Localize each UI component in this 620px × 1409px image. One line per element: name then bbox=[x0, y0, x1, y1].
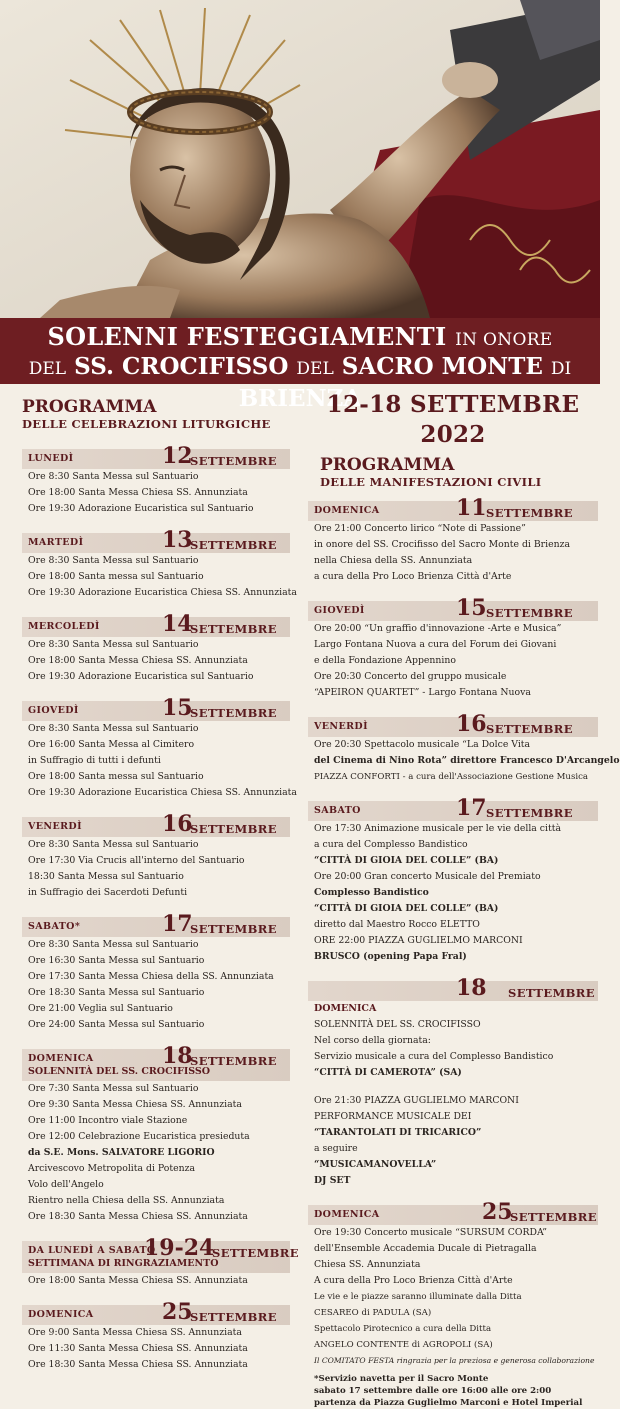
event-line: Largo Fontana Nuova a cura del Forum dei Giovani bbox=[314, 639, 557, 650]
right-program-subtitle: DELLE MANIFESTAZIONI CIVILI bbox=[320, 475, 542, 489]
day-header bbox=[22, 527, 290, 553]
day-subtitle: SOLENNITÀ DEL SS. CROCIFISSO bbox=[28, 1066, 211, 1077]
day-month: SETTEMBRE bbox=[486, 606, 573, 620]
left-program-title: PROGRAMMA bbox=[22, 397, 157, 417]
day-name: DOMENICA bbox=[314, 505, 380, 516]
event-line: Ore 20:30 Concerto del gruppo musicale bbox=[314, 671, 507, 682]
event-line: PIAZZA CONFORTI - a cura dell'Associazione Gestione Musica bbox=[314, 772, 589, 782]
day-number: 16 bbox=[162, 811, 193, 837]
event-line: in Suffragio dei Sacerdoti Defunti bbox=[28, 887, 188, 898]
day-header bbox=[22, 611, 290, 637]
event-line: Ore 8:30 Santa Messa sul Santuario bbox=[28, 555, 199, 566]
event-line: Ore 17:30 Via Crucis all'interno del Santuario bbox=[28, 855, 245, 866]
banner-crocifisso: SS. CROCIFISSO bbox=[74, 353, 289, 380]
event-line: *Servizio navetta per il Sacro Monte bbox=[314, 1374, 489, 1384]
event-line: Ore 19:30 Concerto musicale “SURSUM CORDA” bbox=[314, 1227, 548, 1238]
event-line: Ore 19:30 Adorazione Eucaristica sul Santuario bbox=[28, 503, 254, 514]
event-line: BRUSCO (opening Papa Fral) bbox=[314, 951, 467, 962]
event-line: Ore 12:00 Celebrazione Eucaristica presieduta bbox=[28, 1131, 250, 1142]
day-header bbox=[308, 795, 598, 821]
day-header bbox=[22, 911, 290, 937]
event-line: Ore 17:30 Santa Messa Chiesa della SS. Annunziata bbox=[28, 971, 274, 982]
day-name: DOMENICA bbox=[28, 1053, 94, 1064]
event-line: Ore 17:30 Animazione musicale per le vie della città bbox=[314, 823, 562, 834]
event-line: Ore 8:30 Santa Messa sul Santuario bbox=[28, 639, 199, 650]
event-line: Ore 18:30 Santa Messa Chiesa SS. Annunziata bbox=[28, 1359, 248, 1370]
day-month: SETTEMBRE bbox=[510, 1210, 597, 1224]
day-name: DA LUNEDÌ A SABATO bbox=[28, 1245, 156, 1256]
day-month: SETTEMBRE bbox=[190, 922, 277, 936]
left-day-14 bbox=[22, 611, 290, 685]
banner-del-1: DEL bbox=[28, 359, 67, 379]
event-line: 18:30 Santa Messa sul Santuario bbox=[28, 871, 184, 882]
event-line: Ore 11:30 Santa Messa Chiesa SS. Annunziata bbox=[28, 1343, 248, 1354]
event-line: Spettacolo Pirotecnico a cura della Ditta bbox=[314, 1324, 492, 1334]
day-name: LUNEDÌ bbox=[28, 453, 74, 464]
event-line: Ore 19:30 Adorazione Eucaristica Chiesa SS. Annunziata bbox=[28, 787, 297, 798]
left-day-13 bbox=[22, 527, 297, 601]
day-number: 19-24 bbox=[144, 1235, 215, 1261]
day-number: 15 bbox=[162, 695, 193, 721]
left-day-18 bbox=[22, 1043, 290, 1225]
left-day-25 bbox=[22, 1299, 290, 1373]
day-number: 18 bbox=[456, 975, 487, 1001]
event-line: da S.E. Mons. SALVATORE LIGORIO bbox=[28, 1147, 215, 1158]
right-day-16 bbox=[308, 711, 620, 785]
day-name: VENERDÌ bbox=[28, 821, 82, 832]
event-line: PERFORMANCE MUSICALE DEI bbox=[314, 1111, 472, 1122]
event-line bbox=[308, 1081, 598, 1093]
event-line: Ore 20:30 Spettacolo musicale “La Dolce Vita bbox=[314, 739, 531, 750]
event-line: diretto dal Maestro Rocco ELETTO bbox=[314, 919, 480, 930]
day-number: 12 bbox=[162, 443, 193, 469]
event-line: Ore 16:30 Santa Messa sul Santuario bbox=[28, 955, 205, 966]
left-day-15 bbox=[22, 695, 297, 801]
day-month: SETTEMBRE bbox=[486, 506, 573, 520]
left-day-12 bbox=[22, 443, 290, 517]
day-month: SETTEMBRE bbox=[190, 706, 277, 720]
event-line: Ore 18:30 Santa Messa sul Santuario bbox=[28, 987, 205, 998]
event-line: Volo dell'Angelo bbox=[28, 1179, 104, 1190]
event-line: Ore 7:30 Santa Messa sul Santuario bbox=[28, 1083, 199, 1094]
day-month: SETTEMBRE bbox=[486, 806, 573, 820]
event-line: Ore 19:30 Adorazione Eucaristica sul Santuario bbox=[28, 671, 254, 682]
right-day-18 bbox=[308, 975, 598, 1189]
day-header bbox=[22, 695, 290, 721]
right-day-11 bbox=[308, 495, 598, 585]
day-name: SABATO bbox=[314, 805, 361, 816]
banner-brienza: BRIENZA bbox=[238, 385, 362, 412]
day-number: 16 bbox=[456, 711, 487, 737]
event-line: SOLENNITÀ DEL SS. CROCIFISSO bbox=[314, 1019, 481, 1030]
event-line: Ore 21:00 Veglia sul Santuario bbox=[28, 1003, 173, 1014]
day-name: SABATO* bbox=[28, 921, 81, 932]
day-month: SETTEMBRE bbox=[190, 1054, 277, 1068]
day-name: DOMENICA bbox=[314, 1209, 380, 1220]
event-line: Ore 8:30 Santa Messa sul Santuario bbox=[28, 839, 199, 850]
day-month: SETTEMBRE bbox=[190, 822, 277, 836]
day-name: DOMENICA bbox=[28, 1309, 94, 1320]
event-line: Ore 19:30 Adorazione Eucaristica Chiesa SS. Annunziata bbox=[28, 587, 297, 598]
event-line: A cura della Pro Loco Brienza Città d'Arte bbox=[314, 1275, 513, 1286]
event-line: “CITTÀ DI GIOIA DEL COLLE” (BA) bbox=[314, 903, 499, 914]
event-line: a seguire bbox=[314, 1143, 358, 1154]
event-line: ANGELO CONTENTE di AGROPOLI (SA) bbox=[314, 1340, 493, 1350]
day-number: 17 bbox=[456, 795, 487, 821]
event-line: “MUSICAMANOVELLA” bbox=[314, 1159, 437, 1170]
day-number: 11 bbox=[456, 495, 487, 521]
day-name: MARTEDÌ bbox=[28, 537, 84, 548]
event-line: dell'Ensemble Accademia Ducale di Pietragalla bbox=[314, 1243, 537, 1254]
event-line: Ore 18:30 Santa Messa Chiesa SS. Annunziata bbox=[28, 1211, 248, 1222]
event-line: “APEIRON QUARTET” - Largo Fontana Nuova bbox=[314, 687, 531, 698]
event-line: Servizio musicale a cura del Complesso Bandistico bbox=[314, 1051, 554, 1062]
day-name: VENERDÌ bbox=[314, 721, 368, 732]
event-line: Complesso Bandistico bbox=[314, 887, 429, 898]
day-month: SETTEMBRE bbox=[486, 722, 573, 736]
event-line: Chiesa SS. Annunziata bbox=[314, 1259, 421, 1270]
day-name: GIOVEDÌ bbox=[314, 605, 365, 616]
event-line: Ore 18:00 Santa messa sul Santuario bbox=[28, 571, 204, 582]
day-name: DOMENICA bbox=[314, 1003, 377, 1014]
day-name: GIOVEDÌ bbox=[28, 705, 79, 716]
left-program-subtitle: DELLE CELEBRAZIONI LITURGICHE bbox=[22, 417, 271, 431]
event-line: Ore 8:30 Santa Messa sul Santuario bbox=[28, 939, 199, 950]
day-header bbox=[308, 495, 598, 521]
banner-sacro-monte: SACRO MONTE bbox=[341, 353, 543, 380]
banner-festeggiamenti: SOLENNI FESTEGGIAMENTI bbox=[47, 322, 447, 351]
event-line: e della Fondazione Appennino bbox=[314, 655, 456, 666]
event-line: Arcivescovo Metropolita di Potenza bbox=[28, 1163, 196, 1174]
event-line: Ore 8:30 Santa Messa sul Santuario bbox=[28, 723, 199, 734]
left-day-19-24 bbox=[22, 1235, 299, 1289]
day-subtitle: SETTIMANA DI RINGRAZIAMENTO bbox=[28, 1258, 219, 1269]
day-month: SETTEMBRE bbox=[508, 986, 595, 1000]
right-program-title: PROGRAMMA bbox=[320, 455, 455, 475]
day-month: SETTEMBRE bbox=[190, 538, 277, 552]
event-line: Ore 8:30 Santa Messa sul Santuario bbox=[28, 471, 199, 482]
event-line: “CITTÀ DI GIOIA DEL COLLE” (BA) bbox=[314, 855, 499, 866]
civil-program bbox=[308, 390, 620, 1409]
event-line: Ore 18:00 Santa Messa Chiesa SS. Annunziata bbox=[28, 655, 248, 666]
day-month: SETTEMBRE bbox=[190, 1310, 277, 1324]
day-number: 13 bbox=[162, 527, 193, 553]
left-day-17 bbox=[22, 911, 290, 1033]
day-month: SETTEMBRE bbox=[190, 622, 277, 636]
event-line: “CITTÀ DI CAMEROTA” (SA) bbox=[314, 1067, 462, 1078]
event-line: del Cinema di Nino Rota” direttore Francesco D'Arcangelo bbox=[314, 755, 620, 766]
event-line: nella Chiesa della SS. Annunziata bbox=[314, 555, 473, 566]
event-line: Rientro nella Chiesa della SS. Annunziata bbox=[28, 1195, 225, 1206]
day-number: 25 bbox=[482, 1199, 513, 1225]
day-name: MERCOLEDÌ bbox=[28, 621, 100, 632]
event-line: Ore 16:00 Santa Messa al Cimitero bbox=[28, 739, 195, 750]
event-line: a cura della Pro Loco Brienza Città d'Arte bbox=[314, 571, 512, 582]
event-line: Ore 20:00 “Un graffio d'innovazione -Arte e Musica” bbox=[314, 623, 562, 634]
event-line: sabato 17 settembre dalle ore 16:00 alle ore 2:00 bbox=[314, 1386, 552, 1396]
day-header bbox=[22, 443, 290, 469]
event-line: Il COMITATO FESTA ringrazia per la preziosa e generosa collaborazione bbox=[314, 1356, 595, 1365]
date-range: 12-18 SETTEMBRE 2022 bbox=[326, 391, 580, 448]
event-line: Ore 9:00 Santa Messa Chiesa SS. Annunziata bbox=[28, 1327, 242, 1338]
liturgical-program bbox=[22, 397, 299, 1373]
event-line: Ore 18:00 Santa messa sul Santuario bbox=[28, 771, 204, 782]
event-line: partenza da Piazza Guglielmo Marconi e Hotel Imperial bbox=[314, 1398, 583, 1408]
day-header bbox=[308, 975, 598, 1001]
event-line: a cura del Complesso Bandistico bbox=[314, 839, 468, 850]
left-day-16 bbox=[22, 811, 290, 901]
event-line: Ore 11:00 Incontro viale Stazione bbox=[28, 1115, 188, 1126]
hero-crucifix-image bbox=[0, 0, 600, 318]
event-line: DJ SET bbox=[314, 1175, 351, 1186]
day-month: SETTEMBRE bbox=[212, 1246, 299, 1260]
day-header bbox=[308, 711, 598, 737]
event-line: in Suffragio di tutti i defunti bbox=[28, 755, 161, 766]
right-day-25 bbox=[308, 1199, 598, 1409]
event-line: Ore 18:00 Santa Messa Chiesa SS. Annunziata bbox=[28, 1275, 248, 1286]
day-month: SETTEMBRE bbox=[190, 454, 277, 468]
day-number: 18 bbox=[162, 1043, 193, 1069]
day-number: 15 bbox=[456, 595, 487, 621]
event-line: Ore 9:30 Santa Messa Chiesa SS. Annunziata bbox=[28, 1099, 242, 1110]
banner-di: DI bbox=[550, 359, 572, 379]
banner-del-2: DEL bbox=[296, 359, 334, 379]
day-number: 25 bbox=[162, 1299, 193, 1325]
day-header bbox=[22, 1299, 290, 1325]
event-line: Ore 21:00 Concerto lirico “Note di Passione” bbox=[314, 523, 526, 534]
day-header bbox=[22, 1043, 290, 1081]
day-header bbox=[22, 1235, 299, 1273]
event-line: “TARANTOLATI DI TRICARICO” bbox=[314, 1127, 482, 1138]
event-line: Ore 21:30 PIAZZA GUGLIELMO MARCONI bbox=[314, 1095, 519, 1106]
event-line: in onore del SS. Crocifisso del Sacro Monte di Brienza bbox=[314, 539, 571, 550]
event-line: Nel corso della giornata: bbox=[314, 1035, 431, 1046]
right-day-17 bbox=[308, 795, 598, 965]
day-header bbox=[308, 1199, 598, 1225]
day-header bbox=[308, 595, 598, 621]
banner-in-onore: IN ONORE bbox=[455, 330, 553, 350]
day-header bbox=[22, 811, 290, 837]
event-line: Ore 24:00 Santa Messa sul Santuario bbox=[28, 1019, 205, 1030]
event-line: Ore 20:00 Gran concerto Musicale del Premiato bbox=[314, 871, 541, 882]
event-line: Ore 18:00 Santa Messa Chiesa SS. Annunziata bbox=[28, 487, 248, 498]
right-day-15 bbox=[308, 595, 598, 701]
event-line: ORE 22:00 PIAZZA GUGLIELMO MARCONI bbox=[314, 935, 523, 946]
event-line: Le vie e le piazze saranno illuminate dalla Ditta bbox=[314, 1292, 522, 1302]
day-number: 17 bbox=[162, 911, 193, 937]
day-number: 14 bbox=[162, 611, 193, 637]
event-line: CESAREO di PADULA (SA) bbox=[314, 1308, 432, 1318]
banner-line-1 bbox=[0, 322, 600, 355]
